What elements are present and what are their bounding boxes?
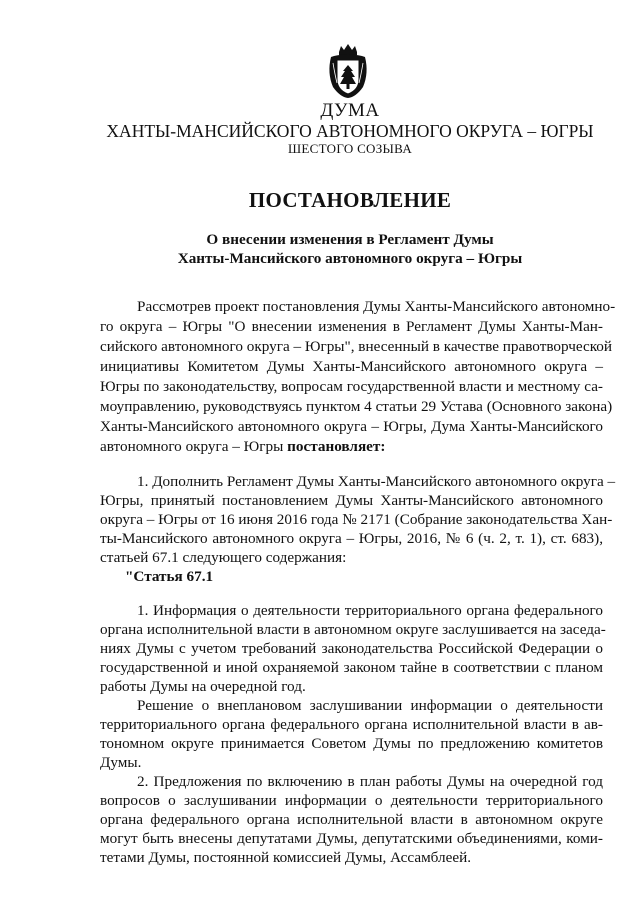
document-type: ПОСТАНОВЛЕНИЕ — [248, 188, 452, 212]
clause-line: округа – Югры от 16 июня 2016 года № 2171 (Собрание законодательства Хан- — [100, 511, 613, 528]
preamble-line: моуправлению, руководствуясь пунктом 4 статьи 29 Устава (Основного закона) — [100, 398, 613, 415]
org-name: ДУМА — [320, 100, 380, 121]
subject-line-1: О внесении изменения в Регламент Думы — [206, 231, 494, 248]
article-line: государственной и иной охраняемой законом тайне в соответствии с планом — [100, 659, 603, 676]
preamble-tail: автономного округа – Югры — [100, 438, 288, 455]
clause-line: 1. Дополнить Регламент Думы Ханты-Мансийского автономного округа – — [137, 473, 616, 490]
article-line: работы Думы на очередной год. — [100, 678, 306, 695]
preamble-line: Ханты-Мансийского автономного округа – Югры, Дума Ханты-Мансийского — [100, 418, 603, 435]
article-line: вопросов о заслушивании информации о деятельности территориального — [100, 792, 603, 809]
clause-line: ты-Мансийского автономного округа – Югры, 2016, № 6 (ч. 2, т. 1), ст. 683), — [100, 530, 603, 547]
subject-line-2: Ханты-Мансийского автономного округа – Югры — [177, 250, 523, 267]
preamble-line: инициативы Комитетом Думы Ханты-Мансийского автономного округа – — [100, 358, 603, 375]
article-line: Решение о внеплановом заслушивании информации о деятельности — [137, 697, 603, 714]
preamble-line: Югры по законодательству, вопросам государственной власти и местному са- — [100, 378, 603, 395]
preamble-line: сийского автономного округа – Югры", внесенный в качестве правотворческой — [100, 338, 613, 355]
clause-line: Югры, принятый постановлением Думы Ханты-Мансийского автономного — [100, 492, 603, 509]
article-line: ниях Думы с учетом требований законодательства Российской Федерации о — [100, 640, 603, 657]
resolves-word: постановляет: — [287, 438, 386, 455]
preamble-line: Рассмотрев проект постановления Думы Ханты-Мансийского автономно- — [137, 298, 616, 315]
region-name: ХАНТЫ-МАНСИЙСКОГО АВТОНОМНОГО ОКРУГА – ЮГРЫ — [106, 121, 594, 141]
article-line: Думы. — [100, 754, 142, 771]
article-line: могут быть внесены депутатами Думы, депутатскими объединениями, коми- — [100, 830, 603, 847]
clause-line: статьей 67.1 следующего содержания: — [100, 549, 347, 566]
article-line: территориального органа федерального органа исполнительной власти в ав- — [100, 716, 603, 733]
article-line: органа федерального органа исполнительной власти в автономном округе — [100, 811, 603, 828]
article-line: 2. Предложения по включению в план работы Думы на очередной год — [137, 773, 603, 790]
article-line: 1. Информация о деятельности территориального органа федерального — [137, 602, 603, 619]
coat-of-arms-emblem — [325, 43, 371, 99]
article-line: органа исполнительной власти в автономном округе заслушивается на заседа- — [100, 621, 606, 638]
preamble-line-last — [100, 437, 603, 456]
article-title: "Статья 67.1 — [125, 568, 214, 585]
article-line: тетами Думы, постоянной комиссией Думы, Ассамблеей. — [100, 849, 472, 866]
article-line: тономном округе принимается Советом Думы по предложению комитетов — [100, 735, 603, 752]
preamble-line: го округа – Югры "О внесении изменения в Регламент Думы Ханты-Ман- — [100, 318, 603, 335]
convocation: ШЕСТОГО СОЗЫВА — [287, 141, 413, 156]
